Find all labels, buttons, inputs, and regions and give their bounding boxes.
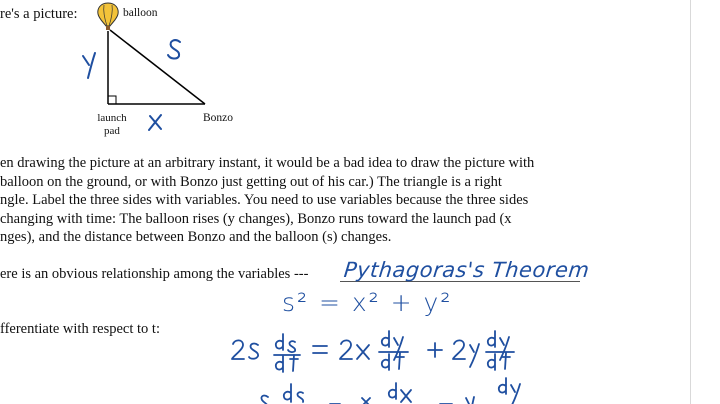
differentiate-prompt: fferentiate with respect to t: — [0, 321, 160, 337]
paragraph-line: balloon on the ground, or with Bonzo just getting out of his car.) The triangle is a right — [0, 173, 502, 190]
intro-text: re's a picture: — [0, 6, 78, 22]
simplified-equation-strokes — [261, 378, 520, 404]
balloon-label: balloon — [123, 7, 158, 19]
paragraph-line: en drawing the picture at an arbitrary instant, it would be a bad idea to draw the picture with — [0, 155, 535, 171]
handwritten-answer: Pythagoras's Theorem — [342, 258, 591, 282]
paragraph-line: changing with time: The balloon rises (y changes), Bonzo runs toward the launch pad (x — [0, 210, 512, 227]
launch-pad-label: launch pad — [97, 112, 127, 137]
paragraph-line: ngle. Label the three sides with variables. You need to use variables because the three sides — [0, 192, 529, 209]
relationship-prompt: ere is an obvious relationship among the variables --- — [0, 266, 309, 282]
simplified-equation — [262, 384, 275, 385]
pythagorean-equation: s² = x² + y² — [282, 288, 453, 317]
paragraph-line: nges), and the distance between Bonzo and the balloon (s) changes. — [0, 229, 392, 246]
bonzo-label: Bonzo — [203, 112, 234, 124]
